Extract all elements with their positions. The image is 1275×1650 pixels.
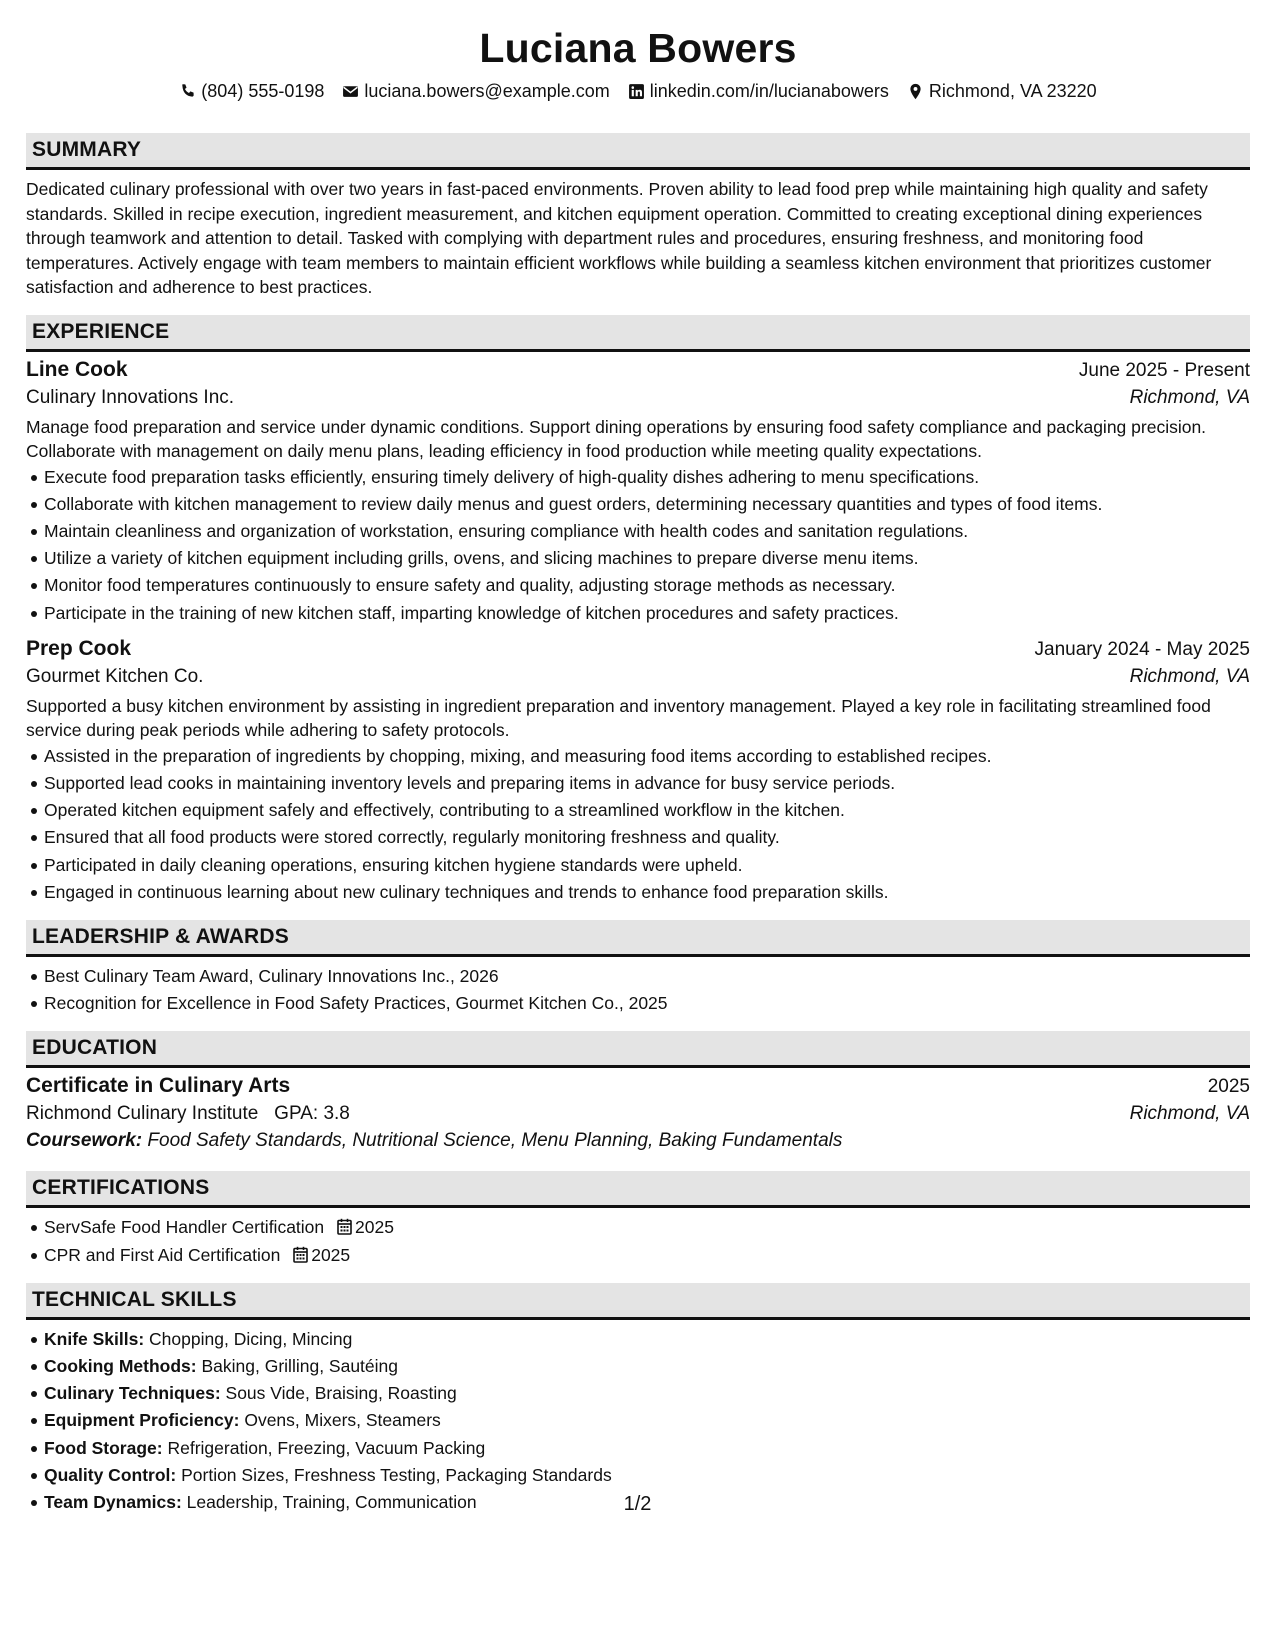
- education-degree-row: [26, 1074, 1250, 1098]
- candidate-name: Luciana Bowers: [479, 25, 797, 71]
- skill-label: Quality Control:: [44, 1464, 177, 1485]
- skill-value: Refrigeration, Freezing, Vacuum Packing: [167, 1437, 486, 1458]
- skill-label: Food Storage:: [44, 1437, 163, 1458]
- skill-value: Chopping, Dicing, Mincing: [149, 1328, 353, 1349]
- certifications-heading: CERTIFICATIONS: [32, 1176, 210, 1200]
- education-degree: Certificate in Culinary Arts: [26, 1074, 291, 1098]
- education-school: Richmond Culinary Institute: [26, 1103, 259, 1125]
- list-item: Collaborate with kitchen management to review daily menus and guest orders, determining necessary quantities and types of food items.: [44, 491, 1250, 518]
- certifications-list: [26, 1214, 1250, 1268]
- email-text[interactable]: luciana.bowers@example.com: [364, 80, 610, 101]
- list-item: Recognition for Excellence in Food Safety Practices, Gourmet Kitchen Co., 2025: [44, 990, 1250, 1017]
- education-entry: [26, 1074, 1250, 1152]
- job-title: Line Cook: [26, 357, 128, 381]
- skill-label: Cooking Methods:: [44, 1355, 197, 1376]
- contact-email[interactable]: [342, 81, 609, 102]
- phone-text: (804) 555-0198: [201, 80, 325, 101]
- contact-bar: [26, 78, 1250, 104]
- list-item: Participated in daily cleaning operations, ensuring kitchen hygiene standards were upheld.: [44, 852, 1250, 879]
- list-item: Engaged in continuous learning about new culinary techniques and trends to enhance food preparation skills.: [44, 879, 1250, 906]
- job-bullets: [26, 464, 1250, 627]
- job-company: Culinary Innovations Inc.: [26, 386, 235, 408]
- job-company: Gourmet Kitchen Co.: [26, 665, 204, 687]
- map-pin-icon: [907, 83, 924, 100]
- skills-list: [26, 1326, 1250, 1516]
- job-entry: [26, 358, 1250, 627]
- education-year: 2025: [1207, 1076, 1250, 1098]
- skill-label: Equipment Proficiency:: [44, 1410, 240, 1431]
- list-item: Operated kitchen equipment safely and effectively, contributing to a streamlined workflow in the kitchen.: [44, 797, 1250, 824]
- location-text: Richmond, VA 23220: [928, 80, 1097, 101]
- list-item: Assisted in the preparation of ingredients by chopping, mixing, and measuring food items according to established recipes.: [44, 743, 1250, 770]
- awards-list: [26, 963, 1250, 1017]
- contact-phone: [179, 81, 324, 102]
- list-item: Maintain cleanliness and organization of workstation, ensuring compliance with health codes and sanitation regulations.: [44, 518, 1250, 545]
- summary-heading: SUMMARY: [32, 138, 142, 161]
- skill-value: Sous Vide, Braising, Roasting: [225, 1383, 457, 1404]
- list-item: [44, 1435, 1250, 1462]
- skill-label: Team Dynamics:: [44, 1491, 182, 1512]
- education-heading: EDUCATION: [32, 1036, 158, 1060]
- certification-year: 2025: [355, 1217, 394, 1238]
- calendar-icon: [337, 1218, 352, 1235]
- education-location: Richmond, VA: [1129, 1103, 1250, 1125]
- job-company-row: [26, 387, 1250, 409]
- list-item: Supported lead cooks in maintaining inventory levels and preparing items in advance for busy service periods.: [44, 770, 1250, 797]
- list-item: Best Culinary Team Award, Culinary Innovations Inc., 2026: [44, 963, 1250, 990]
- summary-section-header: [26, 133, 1250, 170]
- job-description: Manage food preparation and service under dynamic conditions. Support dining operations by ensuring food safety compliance and packaging precision. Collaborate with management on daily menu plans, leading efficiency in food production while meeting quality expectations.: [26, 416, 1207, 461]
- list-item: [44, 1407, 1250, 1434]
- job-location: Richmond, VA: [1129, 386, 1250, 408]
- list-item: Monitor food temperatures continuously to ensure safety and quality, adjusting storage methods as necessary.: [44, 572, 1250, 599]
- skills-section-header: [26, 1283, 1250, 1320]
- summary-text: Dedicated culinary professional with over two years in fast-paced environments. Proven ability to lead food prep while maintaining high quality and safety standards. Skilled in recipe execution, ingredient measurement, and kitchen equipment operation. Committed to creating exceptional dining experiences through teamwork and attention to detail. Tasked with complying with department rules and procedures, ensuring freshness, and monitoring food temperatures. Actively engage with team members to maintain efficient workflows while building a seamless kitchen environment that prioritizes customer satisfaction and adherence to best practices.: [26, 179, 1212, 297]
- skills-heading: TECHNICAL SKILLS: [32, 1287, 237, 1311]
- education-gpa: GPA: 3.8: [274, 1103, 350, 1125]
- page-number: 1/2: [623, 1493, 652, 1515]
- job-title-row: [26, 358, 1250, 382]
- coursework-label: Coursework:: [26, 1130, 143, 1152]
- experience-section-header: [26, 315, 1250, 352]
- education-coursework: [26, 1130, 1250, 1152]
- list-item: [44, 1380, 1250, 1407]
- job-title: Prep Cook: [26, 636, 132, 660]
- skill-value: Leadership, Training, Communication: [186, 1491, 477, 1512]
- education-school-line: [26, 1103, 350, 1125]
- certification-year: 2025: [311, 1244, 351, 1265]
- phone-icon: [179, 83, 196, 100]
- list-item: Ensured that all food products were stored correctly, regularly monitoring freshness and quality.: [44, 824, 1250, 851]
- contact-location: [907, 81, 1097, 102]
- skill-value: Portion Sizes, Freshness Testing, Packaging Standards: [181, 1464, 612, 1485]
- list-item: [44, 1462, 1250, 1489]
- skill-value: Ovens, Mixers, Steamers: [244, 1410, 441, 1431]
- list-item: [44, 1242, 1250, 1269]
- job-company-row: [26, 666, 1250, 688]
- calendar-icon: [293, 1246, 308, 1263]
- job-location: Richmond, VA: [1129, 665, 1250, 687]
- list-item: Utilize a variety of kitchen equipment including grills, ovens, and slicing machines to prepare diverse menu items.: [44, 545, 1250, 572]
- list-item: Execute food preparation tasks efficiently, ensuring timely delivery of high-quality dishes adhering to menu specifications.: [44, 464, 1250, 491]
- skill-label: Culinary Techniques:: [44, 1383, 221, 1404]
- list-item: Participate in the training of new kitchen staff, imparting knowledge of kitchen procedures and safety practices.: [44, 600, 1250, 627]
- education-school-row: [26, 1103, 1250, 1125]
- envelope-icon: [342, 83, 359, 100]
- linkedin-text[interactable]: linkedin.com/in/lucianabowers: [649, 80, 889, 101]
- skill-value: Baking, Grilling, Sautéing: [201, 1355, 398, 1376]
- job-description: Supported a busy kitchen environment by assisting in ingredient preparation and inventory management. Played a key role in facilitating streamlined food service during peak periods while adhering to safety protocols.: [26, 695, 1211, 741]
- list-item: [44, 1326, 1250, 1353]
- certification-name: CPR and First Aid Certification: [44, 1244, 281, 1265]
- resume-page: [26, 22, 1250, 1516]
- linkedin-icon: [628, 83, 645, 100]
- skill-label: Knife Skills:: [44, 1328, 145, 1349]
- job-dates: June 2025 - Present: [1078, 359, 1250, 381]
- certifications-section-header: [26, 1171, 1250, 1208]
- list-item: [44, 1214, 1250, 1241]
- job-entry: [26, 637, 1250, 906]
- awards-section-header: [26, 920, 1250, 957]
- awards-heading: LEADERSHIP & AWARDS: [32, 924, 289, 948]
- job-dates: January 2024 - May 2025: [1034, 638, 1250, 660]
- job-title-row: [26, 637, 1250, 661]
- list-item: [44, 1353, 1250, 1380]
- experience-heading: EXPERIENCE: [32, 319, 170, 343]
- certification-name: ServSafe Food Handler Certification: [44, 1217, 325, 1238]
- contact-linkedin[interactable]: [628, 81, 889, 102]
- education-section-header: [26, 1031, 1250, 1068]
- job-bullets: [26, 743, 1250, 906]
- coursework-text: Food Safety Standards, Nutritional Science, Menu Planning, Baking Fundamentals: [147, 1130, 843, 1152]
